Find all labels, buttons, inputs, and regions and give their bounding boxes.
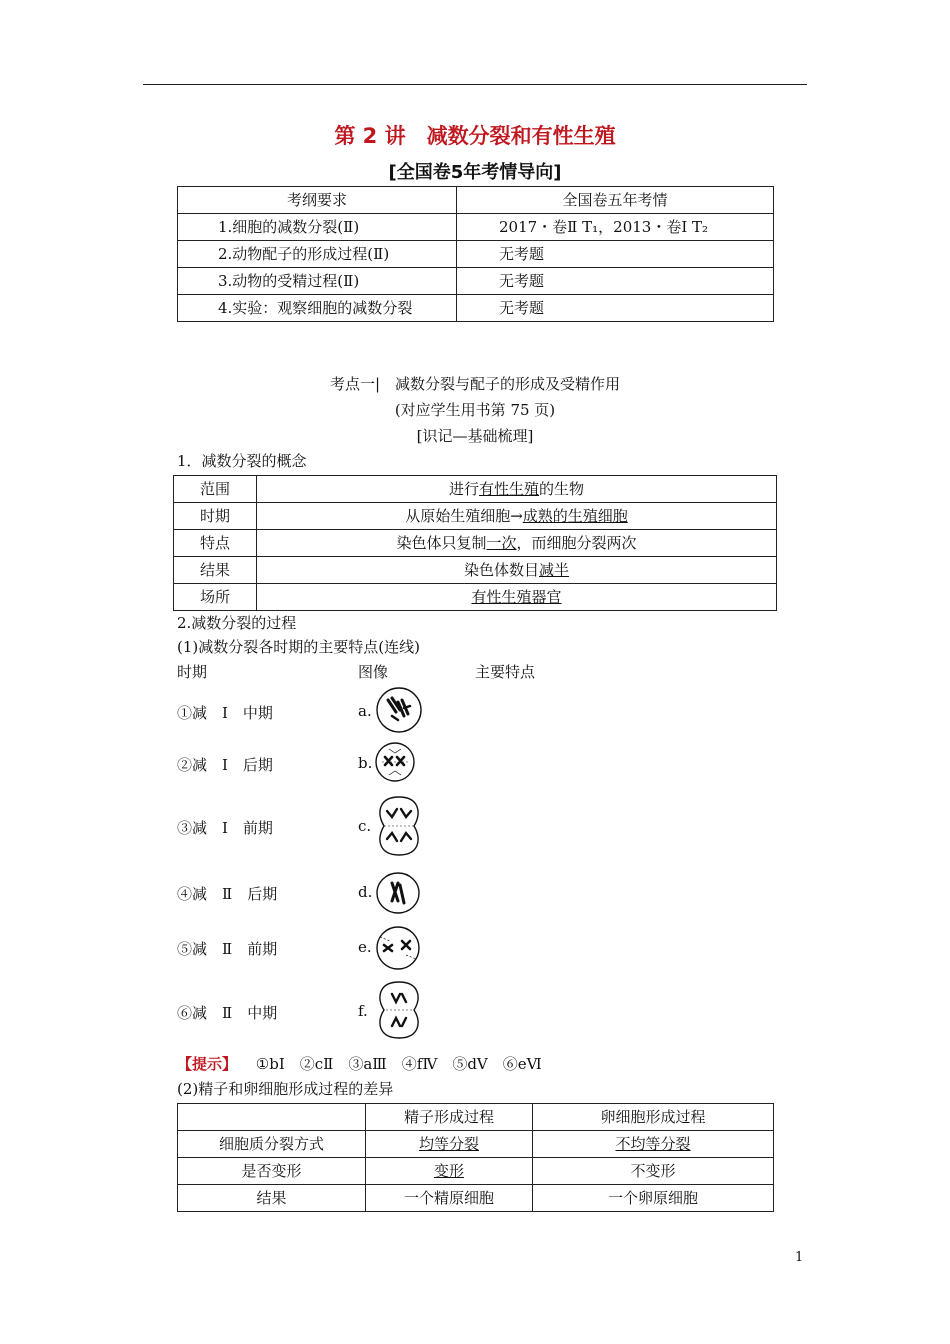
stage-letter: f. [358,1002,368,1020]
row-label: 结果 [174,557,257,584]
cell-diagram-a [374,686,424,734]
row-label: 是否变形 [178,1158,366,1185]
table-cell: 3.动物的受精过程(Ⅱ) [178,268,457,295]
table-row [178,187,774,214]
row-value: 染色体数目减半 [257,557,777,584]
row-value: 从原始生殖细胞→成熟的生殖细胞 [257,503,777,530]
row-label: 场所 [174,584,257,611]
stage-period: ①减 Ⅰ 中期 [177,704,273,722]
row-label: 特点 [174,530,257,557]
row-value: 有性生殖器官 [257,584,777,611]
section-tag: [识记—基础梳理] [416,427,534,445]
process-sub2: (2)精子和卵细胞形成过程的差异 [177,1080,394,1098]
exam-table [177,186,774,322]
section-heading: 考点一| 减数分裂与配子的形成及受精作用 [329,375,621,393]
table-cell: 不变形 [533,1158,774,1185]
table-row [178,1158,774,1185]
lesson-subtitle: [全国卷5年考情导向] [388,162,562,183]
row-value: 染色体只复制一次，而细胞分裂两次 [257,530,777,557]
stage-letter: c. [358,817,372,835]
cell-diagram-f [374,978,424,1042]
table-cell: 无考题 [457,295,774,322]
table-row [178,1104,774,1131]
header-rule [143,84,807,85]
lesson-title: 第 2 讲 减数分裂和有性生殖 [334,124,616,148]
table-row [178,1185,774,1212]
table-header: 考纲要求 [178,187,457,214]
table-row [178,295,774,322]
col-header-period: 时期 [177,663,208,681]
cell-diagram-e [374,925,422,971]
hint-label: 【提示】 [177,1055,238,1073]
stage-period: ②减 Ⅰ 后期 [177,756,273,774]
table-cell: 均等分裂 [366,1131,533,1158]
stage-letter: e. [358,938,372,956]
cell-diagram-d [374,871,422,915]
table-row [174,476,777,503]
cell-diagram-b [374,741,416,783]
table-row [174,503,777,530]
stage-letter: a. [358,702,372,720]
row-label: 细胞质分裂方式 [178,1131,366,1158]
table-cell: 一个精原细胞 [366,1185,533,1212]
table-row [178,241,774,268]
concept-table [173,475,777,611]
hint-line [177,1053,542,1074]
section-ref: (对应学生用书第 75 页) [394,401,556,419]
stage-period: ⑥减 Ⅱ 中期 [177,1004,278,1022]
table-cell: 2017・卷Ⅱ T₁，2013・卷Ⅰ T₂ [457,214,774,241]
table-row [174,530,777,557]
table-header: 全国卷五年考情 [457,187,774,214]
table-cell: 1.细胞的减数分裂(Ⅱ) [178,214,457,241]
col-header-image: 图像 [358,663,389,681]
table-cell: 变形 [366,1158,533,1185]
process-sub1: (1)减数分裂各时期的主要特点(连线) [177,638,420,656]
table-row [178,214,774,241]
cell-diagram-c [374,793,424,859]
row-value: 进行有性生殖的生物 [257,476,777,503]
table-row [178,1131,774,1158]
concept-heading: 1．减数分裂的概念 [177,452,307,470]
table-header: 精子形成过程 [366,1104,533,1131]
table-cell: 4.实验：观察细胞的减数分裂 [178,295,457,322]
stage-period: ③减 Ⅰ 前期 [177,819,273,837]
table-cell: 无考题 [457,241,774,268]
stage-period: ④减 Ⅱ 后期 [177,885,278,903]
hint-text: ①bⅠ ②cⅡ ③aⅢ ④fⅣ ⑤dⅤ ⑥eⅥ [255,1055,542,1073]
page-number: 1 [795,1250,804,1265]
table-row [178,268,774,295]
table-row [174,584,777,611]
process-heading: 2.减数分裂的过程 [177,614,297,632]
table-header [178,1104,366,1131]
gamete-table [177,1103,774,1212]
row-label: 时期 [174,503,257,530]
stage-period: ⑤减 Ⅱ 前期 [177,940,278,958]
col-header-feature: 主要特点 [475,663,536,681]
table-row [174,557,777,584]
stage-letter: b. [358,754,373,772]
row-label: 范围 [174,476,257,503]
stage-letter: d. [358,883,373,901]
table-header: 卵细胞形成过程 [533,1104,774,1131]
row-label: 结果 [178,1185,366,1212]
table-cell: 无考题 [457,268,774,295]
table-cell: 不均等分裂 [533,1131,774,1158]
table-cell: 2.动物配子的形成过程(Ⅱ) [178,241,457,268]
table-cell: 一个卵原细胞 [533,1185,774,1212]
